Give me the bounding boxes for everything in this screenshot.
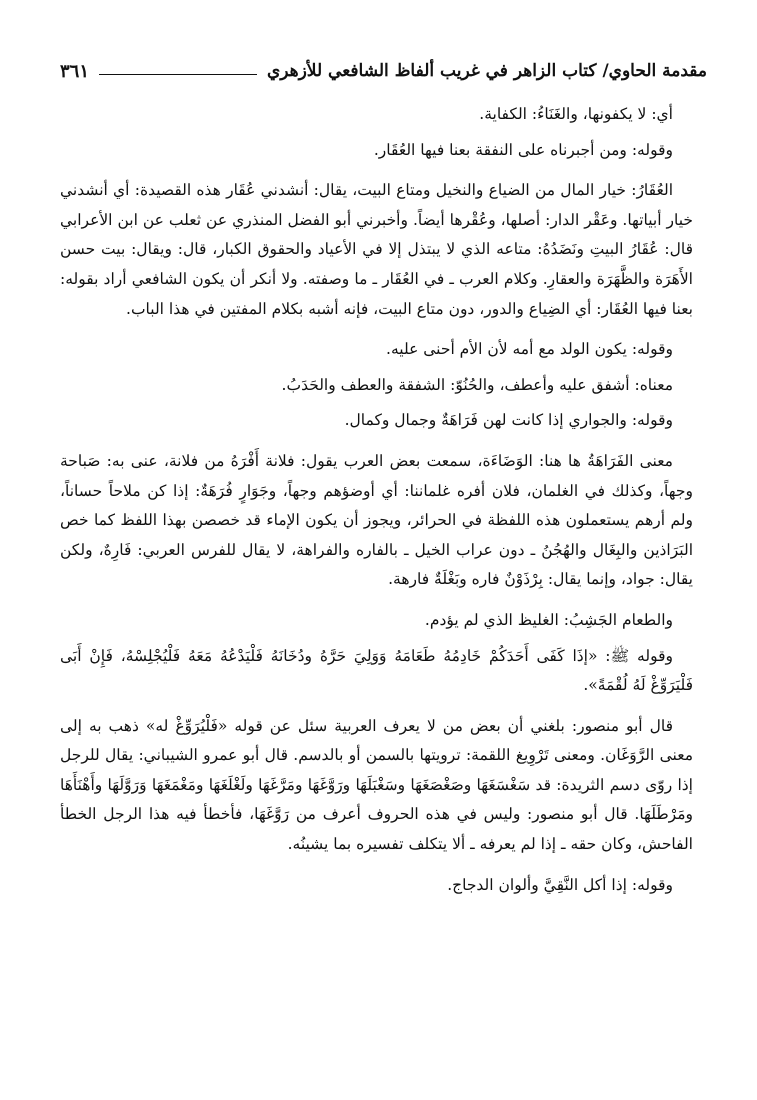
paragraph: وقوله: والجواري إذا كانت لهن فَرَاهَةٌ وجمال وكمال. [344,411,673,430]
paragraph: قال أبو منصور: بلغني أن بعض من لا يعرف العربية سئل عن قوله «فَلْيُرَوِّغْ له» ذهب به إلى معنى الرَّوَغَان. ومعنى تَرْوِيغ اللقمة: ترويتها بالسمن أو بالدسم. قال أبو عمرو الشيباني: يقال للرجل إذا روّى دسم الثريدة: قد سَغْسَغَهَا وصَغْصَغَهَا وسَغْبَلَهَا ورَوَّغَهَا ومَرَّغَهَا ولَغْلَغَهَا ومَغْمَغَهَا وَرَوَّلَهَا وأَهْنَأَهَا ومَرْطَلَهَا. قال أبو منصور: وليس في هذه الحروف أعرف من رَوَّغَهَا، فأخطأ فيه هذا الرجل الخطأ الفاحش، وكان حقه ـ إذا لم يعرفه ـ ألا يتكلف تفسيره بما يشينُه. [60,716,693,854]
page-body [60,100,693,911]
running-header [60,58,707,84]
paragraph: والطعام الجَشِبُ: الغليظ الذي لم يؤدم. [424,610,673,629]
paragraph: وقوله: إذا أكل النَّقِيَّ وألوان الدجاج. [447,875,673,894]
paragraph: العُقَارُ: خيار المال من الضياع والنخيل ومتاع البيت، يقال: أنشدني عُقَار هذه القصيدة: أي أنشدني خيار أبياتها. وعَقْر الدار: أصلها، وعُقْرها أيضاً. وأخبرني أبو الفضل المنذري عن ثعلب عن ابن الأعرابي قال: عُقَارُ البيتِ ونَضَدُهُ: متاعه الذي لا يبتذل إلا في الأعياد والحقوق الكبار، قال: ويقال: بيت حسن الأَهَرَة والظَّهَرَة والعقارِ. وكلام العرب ـ في العُقَار ـ ما وصفته. ولا أنكر أن يكون الشافعي أراد بقوله: بعنا فيها العُقَار: أي الضِياع والدور، دون متاع البيت، فإنه أشبه بكلام المفتين في هذا الباب. [60,181,693,318]
paragraph: وقوله: يكون الولد مع أمه لأن الأم أحنى عليه. [386,340,673,359]
paragraph: أي: لا يكفونها، والغَنَاءُ: الكفاية. [479,105,673,123]
paragraph: معناه: أشفق عليه وأعطف، والحُنُوّ: الشفقة والعطف والحَدَبُ. [281,375,673,394]
paragraph: وقوله: ومن أجبرناه على النفقة بعنا فيها العُقَار. [373,140,673,159]
page-number: ٣٦١ [60,60,90,82]
header-rule [99,74,257,75]
paragraph: معنى الفَرَاهَةُ ها هنا: الوَضَاءَة، سمعت بعض العرب يقول: فلانة أَفْرَهُ من فلانة، عنى به: صَباحة وجهاً، وكذلك في الغلمان، فلان أفره غلماننا: أي أوضؤهم وجهاً، وجَوَارٍ فُرَهَةٌ: إذا كن ملاحاً حساناً، ولم أرهم يستعملون هذه اللفظة في الحرائر، ويجوز أن يكون الإماء قد خصصن بهذا اللفظ كما خص البَرَاذين والبِغَال والهُجُنُ ـ دون عراب الخيل ـ بالفاره والفراهة، لا يقال للفرس العربي: فَارِهٌ، ولكن يقال: جواد، وإنما يقال: بِرْذَوْنٌ فاره وبَغْلَةٌ فارهة. [60,451,693,589]
header-title: مقدمة الحاوي/ كتاب الزاهر في غريب ألفاظ الشافعي للأزهري [266,61,707,81]
paragraph: وقوله ﷺ: «إذَا كَفَى أَحَدَكُمْ خَادِمُهُ طَعَامَهُ وَوَلِيَ حَرَّهُ ودُخَانَهُ فَلْيَدْعُهُ مَعَهُ فَلْيُجْلِسْهُ، فَإِنْ أَبَى فَلْيَرَوِّغْ لَهُ لُقْمَةً». [60,646,693,695]
